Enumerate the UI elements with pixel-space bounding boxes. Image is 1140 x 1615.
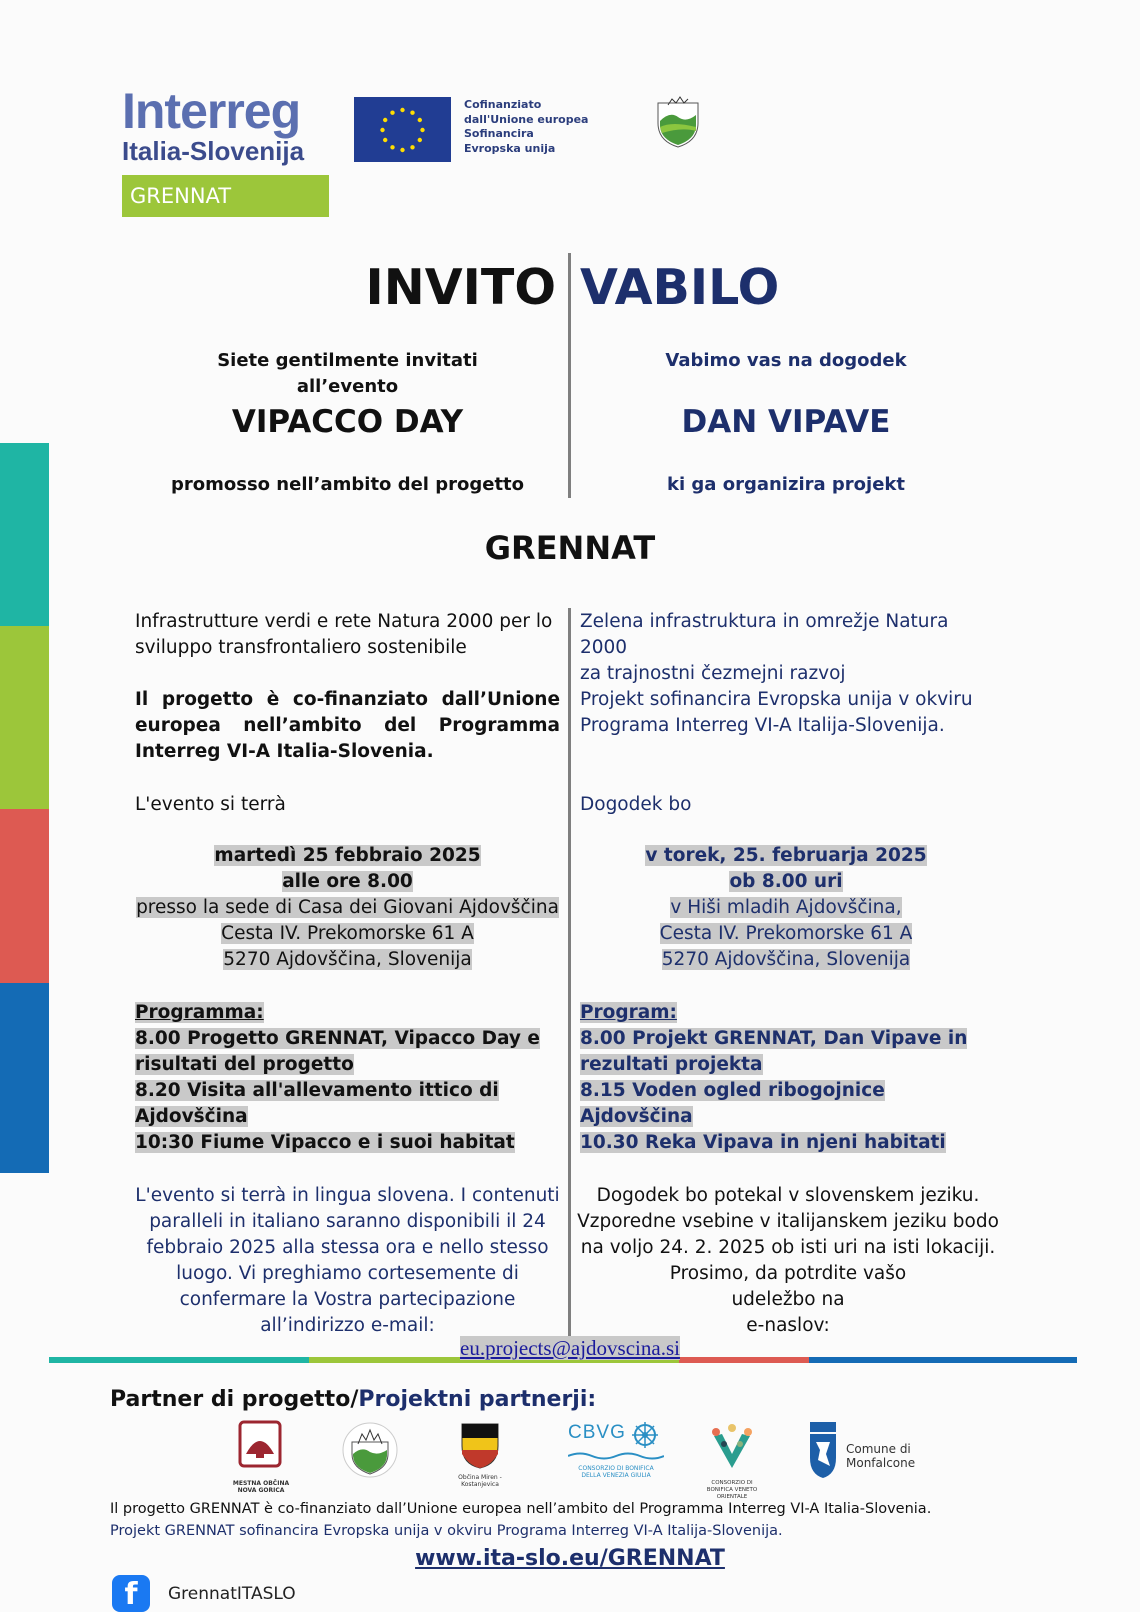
sl-event-time: ob 8.00 uri [729, 871, 843, 892]
nova-gorica-logo-icon [228, 1420, 294, 1476]
eu-line-1: Cofinanziato [464, 98, 542, 111]
partner-caption: MESTNA OBČINA NOVA GORICA [232, 1480, 290, 1494]
partner-caption: Občina Miren - Kostanjevica [458, 1474, 502, 1488]
interreg-logo-word: Interreg [122, 83, 301, 139]
partner-nova-gorica [228, 1420, 294, 1494]
partner-monfalcone [806, 1420, 916, 1490]
miren-kostanjevica-crest-icon [440, 1420, 520, 1470]
it-program-line: risultati del progetto [135, 1054, 354, 1075]
sl-event-place: v Hiši mladih Ajdovščina, [670, 897, 902, 918]
it-event-street: Cesta IV. Prekomorske 61 A [221, 923, 474, 944]
it-event-place: presso la sede di Casa dei Giovani Ajdovščina [136, 897, 559, 918]
sl-event-street: Cesta IV. Prekomorske 61 A [659, 923, 913, 944]
intro-sl-line1: Vabimo vas na dogodek [665, 350, 907, 371]
eu-line-3: Sofinancira [464, 127, 534, 140]
intro-it-line1: Siete gentilmente invitati [217, 350, 478, 371]
obcina-ajdovscina-logo-icon [340, 1420, 400, 1480]
sl-language-note [576, 1183, 1000, 1339]
veneto-orientale-logo-icon [700, 1420, 764, 1476]
it-event-time: alle ore 8.00 [282, 871, 413, 892]
interreg-logo-subtitle: Italia-Slovenija [122, 136, 305, 166]
column-divider-bottom [568, 608, 571, 1338]
partner-caption-sub: CONSORZIO DI BONIFICA DELLA VENEZIA GIULIA [578, 1465, 654, 1479]
partners-title-it: Partner di progetto/ [110, 1387, 359, 1412]
sl-cofinancing [580, 687, 1000, 739]
partner-veneto-orientale [700, 1420, 764, 1500]
email-link[interactable]: eu.projects@ajdovscina.si [460, 1336, 680, 1360]
facebook-icon[interactable]: f [112, 1575, 150, 1612]
sl-cofin-line2: Programa Interreg VI-A Italija-Slovenija. [580, 715, 945, 736]
it-program-line: Ajdovščina [135, 1106, 248, 1127]
sl-note-line: e-naslov: [746, 1315, 830, 1336]
side-bar-red [0, 809, 49, 983]
sl-note-line: Prosimo, da potrdite vašo [669, 1263, 907, 1284]
facebook-handle[interactable]: GrennatITASLO [168, 1584, 296, 1604]
it-program-line: 8.00 Progetto GRENNAT, Vipacco Day e [135, 1028, 540, 1049]
partner-miren-kostanjevica [440, 1420, 520, 1490]
sl-cofin-line1: Projekt sofinancira Evropska unija v okviru [580, 689, 973, 710]
ship-wheel-icon [630, 1420, 660, 1450]
it-program-line: 10:30 Fiume Vipacco e i suoi habitat [135, 1132, 515, 1153]
column-divider-top [568, 253, 571, 498]
intro-it-promo: promosso nell’ambito del progetto [170, 474, 525, 495]
side-bar-green [0, 626, 49, 809]
sl-desc-line2: za trajnostni čezmejni razvoj [580, 663, 846, 684]
email-line [0, 1335, 1140, 1361]
eu-flag-icon [354, 97, 451, 162]
sl-program-line: rezultati projekta [580, 1054, 763, 1075]
title-invito: INVITO [365, 259, 556, 316]
it-cofinancing: Il progetto è co-finanziato dall’Unione europea nell’ambito del Programma Interreg VI-A Italia-Slovenia. [135, 689, 560, 762]
it-language-note [135, 1183, 560, 1339]
it-event-intro: L'evento si terrà [135, 794, 286, 815]
it-event-details [135, 843, 560, 973]
sl-program-title: Program: [580, 1002, 677, 1023]
it-note-line: febbraio 2025 alla stessa ora e nello stesso [146, 1237, 549, 1258]
eu-cofinancing-text [464, 98, 588, 156]
sl-event-intro: Dogodek bo [580, 794, 692, 815]
it-note-line: confermare la Vostra partecipazione [179, 1289, 516, 1310]
it-event-city: 5270 Ajdovščina, Slovenija [223, 949, 472, 970]
sl-desc-line1: Zelena infrastruktura in omrežje Natura 2000 [580, 611, 949, 658]
cbvg-logo-text: CBVG [568, 1422, 626, 1443]
side-bar-teal [0, 443, 49, 626]
eu-line-2: dall'Unione europea [464, 112, 589, 126]
it-program [135, 1000, 560, 1156]
it-program-line: 8.20 Visita all'allevamento ittico di [135, 1080, 499, 1101]
it-note-line: L'evento si terrà in lingua slovena. I contenuti [135, 1185, 560, 1206]
wave-icon [568, 1451, 664, 1461]
event-name-it: VIPACCO DAY [231, 404, 464, 440]
sl-note-line: udeležbo na [731, 1289, 845, 1310]
project-name-title: GRENNAT [484, 529, 656, 567]
partner-caption: Comune di Monfalcone [846, 1442, 916, 1470]
intro-it-line2: all’evento [296, 376, 399, 397]
partner-ajdovscina [340, 1420, 400, 1490]
it-desc-line2: sviluppo transfrontaliero sostenibile [135, 637, 467, 658]
intro-sl-promo: ki ga organizira projekt [667, 474, 905, 495]
sl-event-city: 5270 Ajdovščina, Slovenija [661, 949, 911, 970]
it-description [135, 609, 560, 661]
sl-program-line: 10.30 Reka Vipava in njeni habitati [580, 1132, 946, 1153]
sl-event-date: v torek, 25. februarja 2025 [645, 845, 927, 866]
event-name-sl: DAN VIPAVE [681, 404, 891, 440]
it-program-title: Programma: [135, 1002, 264, 1023]
side-bar-blue [0, 983, 49, 1173]
it-event-date: martedì 25 febbraio 2025 [214, 845, 481, 866]
eu-line-4: Evropska unija [464, 141, 556, 155]
partners-title [110, 1385, 596, 1415]
sl-event-details [566, 843, 1006, 973]
it-note-line: all’indirizzo e-mail: [260, 1315, 435, 1336]
monfalcone-crest-icon [806, 1420, 840, 1480]
sl-program [580, 1000, 1000, 1156]
partner-caption: CONSORZIO DI BONIFICA VENETO ORIENTALE [706, 1480, 758, 1500]
it-desc-line1: Infrastrutture verdi e rete Natura 2000 per lo [135, 611, 553, 632]
partner-cbvg [568, 1420, 664, 1490]
sl-program-line: 8.15 Voden ogled ribogojnice Ajdovščina [580, 1080, 885, 1127]
it-note-line: luogo. Vi preghiamo cortesemente di [176, 1263, 519, 1284]
sl-note-line: Vzporedne vsebine v italijanskem jeziku bodo [577, 1211, 999, 1232]
footer-cofinancing-sl: Projekt GRENNAT sofinancira Evropska unija v okviru Programa Interreg VI-A Italija-Slovenija. [110, 1523, 783, 1539]
footer-cofinancing-it: Il progetto GRENNAT è co-finanziato dall’Unione europea nell’ambito del Programma Interreg VI-A Italia-Slovenia. [110, 1501, 932, 1517]
sl-description [580, 609, 1000, 687]
sl-note-line: Dogodek bo potekal v slovenskem jeziku. [596, 1185, 980, 1206]
obcina-ajdovscina-emblem-icon [652, 93, 704, 149]
title-vabilo: VABILO [580, 259, 780, 316]
website-link[interactable]: www.ita-slo.eu/GRENNAT [415, 1546, 725, 1571]
grennat-badge: GRENNAT [122, 175, 329, 217]
partners-title-sl: Projektni partnerji: [358, 1387, 597, 1412]
sl-program-line: 8.00 Projekt GRENNAT, Dan Vipave in [580, 1028, 968, 1049]
it-note-line: paralleli in italiano saranno disponibili il 24 [149, 1211, 546, 1232]
sl-note-line: na voljo 24. 2. 2025 ob isti uri na isti lokaciji. [580, 1237, 996, 1258]
